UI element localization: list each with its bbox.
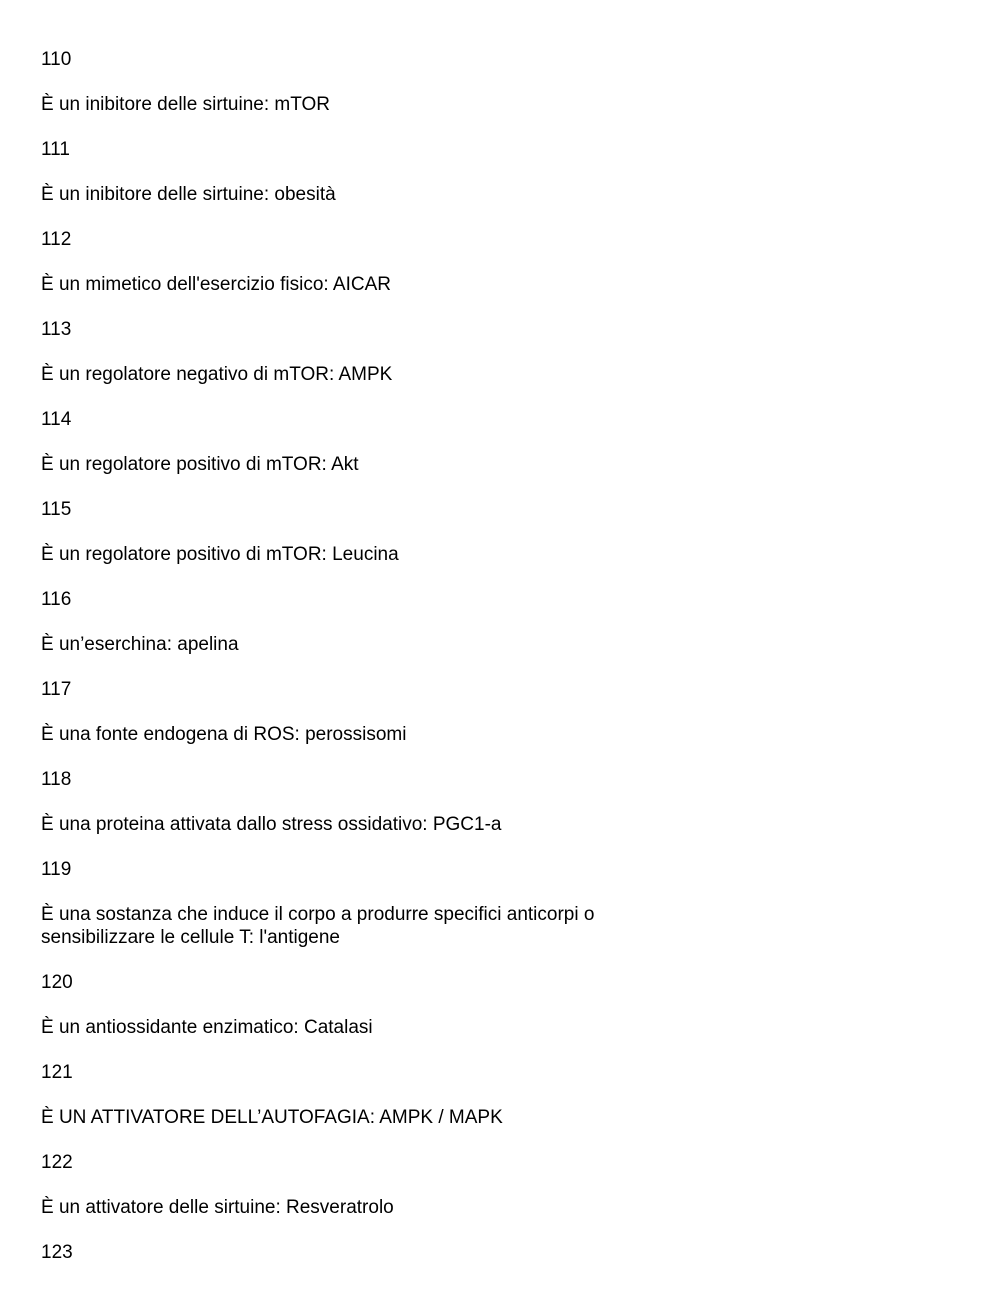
question-text: È un regolatore positivo di mTOR: Akt bbox=[41, 454, 359, 475]
question-text: È un’eserchina: apelina bbox=[41, 634, 239, 655]
question-text: È una fonte endogena di ROS: perossisomi bbox=[41, 724, 407, 745]
question-text: È un mimetico dell'esercizio fisico: AICAR bbox=[41, 274, 391, 295]
question-number: 112 bbox=[41, 229, 72, 250]
entry-119 bbox=[41, 858, 661, 949]
entry-115 bbox=[41, 498, 661, 566]
entry-117 bbox=[41, 678, 661, 746]
entry-114 bbox=[41, 408, 661, 476]
entry-121 bbox=[41, 1061, 661, 1129]
question-number: 113 bbox=[41, 319, 72, 340]
entry-118 bbox=[41, 768, 661, 836]
entry-120 bbox=[41, 971, 661, 1039]
question-text: È un regolatore positivo di mTOR: Leucina bbox=[41, 544, 399, 565]
question-text: È un antiossidante enzimatico: Catalasi bbox=[41, 1017, 373, 1038]
question-text: È UN ATTIVATORE DELL’AUTOFAGIA: AMPK / MAPK bbox=[41, 1107, 503, 1128]
entry-111 bbox=[41, 138, 661, 206]
question-text: È un regolatore negativo di mTOR: AMPK bbox=[41, 364, 393, 385]
document-page bbox=[41, 48, 661, 1286]
question-number: 115 bbox=[41, 499, 72, 520]
question-number: 122 bbox=[41, 1152, 73, 1173]
question-number: 121 bbox=[41, 1062, 73, 1083]
question-number: 110 bbox=[41, 49, 72, 70]
question-number: 123 bbox=[41, 1242, 73, 1263]
question-number: 120 bbox=[41, 972, 73, 993]
entry-113 bbox=[41, 318, 661, 386]
question-number: 114 bbox=[41, 409, 72, 430]
question-text: È una sostanza che induce il corpo a produrre specifici anticorpi o sensibilizzare le cellule T: l'antigene bbox=[41, 904, 595, 948]
question-number: 119 bbox=[41, 859, 72, 880]
entry-122 bbox=[41, 1151, 661, 1219]
question-number: 116 bbox=[41, 589, 72, 610]
entry-112 bbox=[41, 228, 661, 296]
question-text: È una proteina attivata dallo stress ossidativo: PGC1-a bbox=[41, 814, 502, 835]
question-text: È un inibitore delle sirtuine: mTOR bbox=[41, 94, 330, 115]
question-number: 118 bbox=[41, 769, 72, 790]
question-number: 117 bbox=[41, 679, 72, 700]
entry-123 bbox=[41, 1241, 661, 1264]
entry-110 bbox=[41, 48, 661, 116]
question-text: È un inibitore delle sirtuine: obesità bbox=[41, 184, 336, 205]
question-text: È un attivatore delle sirtuine: Resveratrolo bbox=[41, 1197, 394, 1218]
entry-116 bbox=[41, 588, 661, 656]
question-number: 111 bbox=[41, 139, 70, 160]
